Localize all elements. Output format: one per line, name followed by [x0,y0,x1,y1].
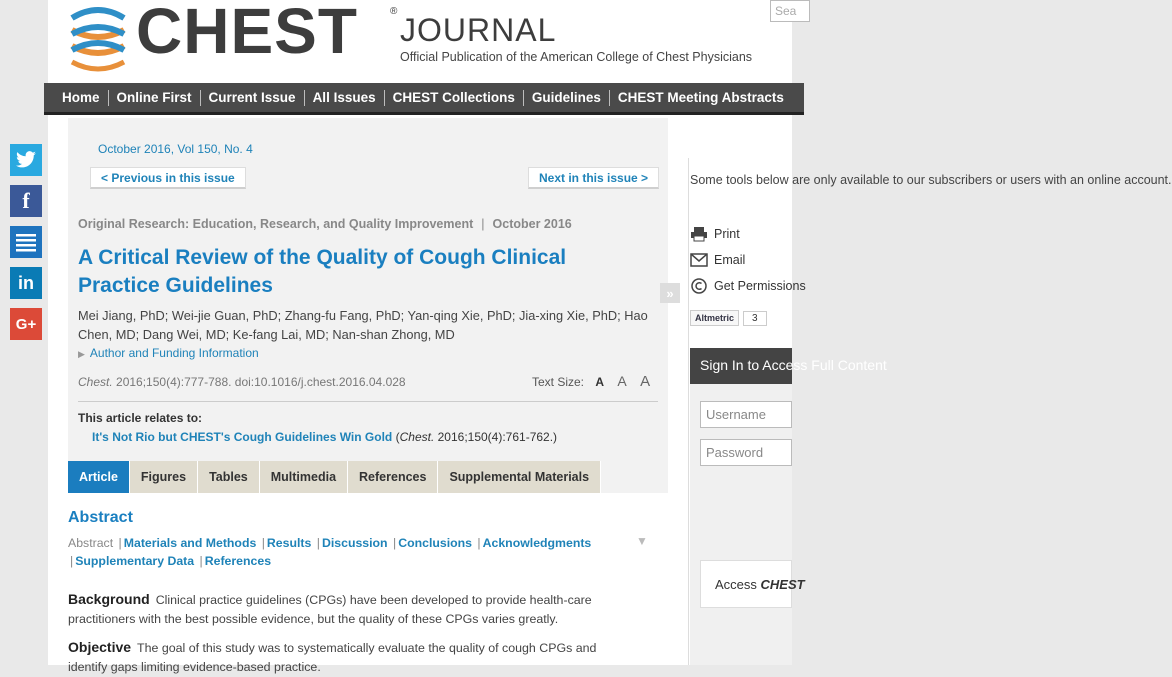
facebook-icon: f [22,188,30,213]
linkedin-share-button[interactable] [10,267,42,299]
abstract-background [68,590,638,629]
related-article-link[interactable]: It's Not Rio but CHEST's Cough Guidelines Win Gold [92,430,393,444]
googleplus-share-button[interactable] [10,308,42,340]
nav-chest-collections[interactable]: CHEST Collections [385,90,524,106]
author-info-toggle[interactable] [78,346,259,360]
nav-guidelines[interactable]: Guidelines [524,90,610,106]
nav-online-first[interactable]: Online First [109,90,201,106]
chest-logo[interactable] [68,4,128,66]
jump-supplementary-data[interactable]: Supplementary Data [75,554,195,568]
article-title: A Critical Review of the Quality of Cough Clinical Practice Guidelines [78,246,567,297]
tab-article[interactable]: Article [68,461,130,493]
previous-article-button[interactable]: < Previous in this issue [90,167,246,189]
twitter-icon [15,151,37,169]
related-citation: 2016;150(4):761-762.) [434,430,558,444]
linkedin-icon: in [18,272,34,293]
text-size-label: Text Size: [532,375,585,389]
nav-all-issues[interactable]: All Issues [305,90,385,106]
registered-mark: ® [390,6,398,17]
print-label: Print [714,227,740,241]
citation-details: 2016;150(4):777-788. doi:10.1016/j.chest.2016.04.028 [112,375,406,389]
list-icon [15,232,37,252]
nav-home[interactable]: Home [54,90,109,106]
divider [78,401,658,402]
text-size-control [532,373,650,390]
tagline: Official Publication of the American College of Chest Physicians [400,50,753,64]
article-tabs [68,461,601,493]
access-chest-button[interactable] [700,560,805,608]
jump-conclusions[interactable]: Conclusions [398,536,472,550]
brand-name: CHEST [136,0,358,67]
jump-current: Abstract [68,536,114,550]
jump-results[interactable]: Results [266,536,312,550]
background-text: Clinical practice guidelines (CPGs) have been developed to provide health-care practitioners with the best possible evidence, but the quality of these CPGs varies greatly. [68,593,592,626]
tab-tables[interactable]: Tables [198,461,260,493]
text-size-small[interactable]: A [595,375,605,389]
main-nav [44,83,804,115]
abstract-heading: Abstract [68,509,133,526]
expand-sidebar-button[interactable]: » [660,283,680,303]
altmetric-badge: Altmetric [690,310,739,326]
password-field[interactable]: Password [700,439,792,466]
text-size-medium[interactable]: A [617,373,627,389]
tab-figures[interactable]: Figures [130,461,198,493]
googleplus-icon: G+ [15,315,37,333]
email-label: Email [714,253,746,267]
page [48,0,1172,674]
nav-current-issue[interactable]: Current Issue [201,90,305,106]
column-divider [688,158,689,665]
signin-title: Sign In to Access Full Content [690,348,792,384]
section-jump-links: Abstract | Materials and Methods | Results | Discussion | Conclusions | Acknowledgments | Supplementary Data | References [68,536,592,568]
access-prefix: Access [715,577,761,592]
related-journal: Chest. [399,430,435,444]
background-label: Background [68,591,150,607]
related-article [92,430,557,444]
citation-journal: Chest. [78,375,113,389]
citation [78,375,406,389]
print-tool[interactable] [690,226,740,242]
tools-notice: Some tools below are only available to our subscribers or users with an online account. [690,173,1172,187]
facebook-share-button[interactable] [10,185,42,217]
altmetric-widget[interactable] [690,310,767,326]
copyright-icon [690,278,708,294]
article-date: October 2016 [492,217,572,231]
issue-link[interactable]: October 2016, Vol 150, No. 4 [98,142,253,156]
jump-materials-methods[interactable]: Materials and Methods [123,536,257,550]
email-tool[interactable] [690,252,745,268]
printer-icon [690,226,708,242]
permissions-tool[interactable] [690,278,806,294]
jump-references[interactable]: References [204,554,272,568]
list-share-button[interactable] [10,226,42,258]
next-article-button[interactable]: Next in this issue > [528,167,659,189]
relates-label: This article relates to: [78,411,203,425]
abstract-objective [68,638,638,677]
tab-references[interactable]: References [348,461,438,493]
jump-discussion[interactable]: Discussion [321,536,388,550]
article-meta [78,217,572,231]
article-section: Original Research: Education, Research, and Quality Improvement [78,217,474,231]
text-size-large[interactable]: A [640,373,651,390]
journal-word: JOURNAL [400,12,557,48]
author-info-label: Author and Funding Information [89,346,259,360]
altmetric-count: 3 [743,311,767,326]
permissions-label: Get Permissions [714,279,806,293]
objective-label: Objective [68,639,132,655]
objective-text: The goal of this study was to systematically evaluate the quality of cough CPGs and identify gaps limiting evidence-based practice. [68,641,597,674]
collapse-triangle-icon[interactable]: ▼ [636,534,648,548]
access-brand: CHEST [760,577,805,592]
tab-multimedia[interactable]: Multimedia [260,461,348,493]
meta-separator: | [481,217,485,231]
expand-triangle-icon: ▶ [78,349,85,359]
search-input[interactable]: Sea [770,0,810,22]
nav-meeting-abstracts[interactable]: CHEST Meeting Abstracts [617,89,784,105]
username-field[interactable]: Username [700,401,792,428]
related-open-paren: ( [392,430,400,444]
envelope-icon [690,252,708,268]
tab-supplemental[interactable]: Supplemental Materials [438,461,601,493]
jump-acknowledgments[interactable]: Acknowledgments [482,536,592,550]
author-list: Mei Jiang, PhD; Wei-jie Guan, PhD; Zhang-fu Fang, PhD; Yan-qing Xie, PhD; Jia-xing Xie, PhD; Hao Chen, MD; Dang Wei, MD; Ke-fang Lai, MD; Nan-shan Zhong, MD [78,308,648,342]
twitter-share-button[interactable] [10,144,42,176]
